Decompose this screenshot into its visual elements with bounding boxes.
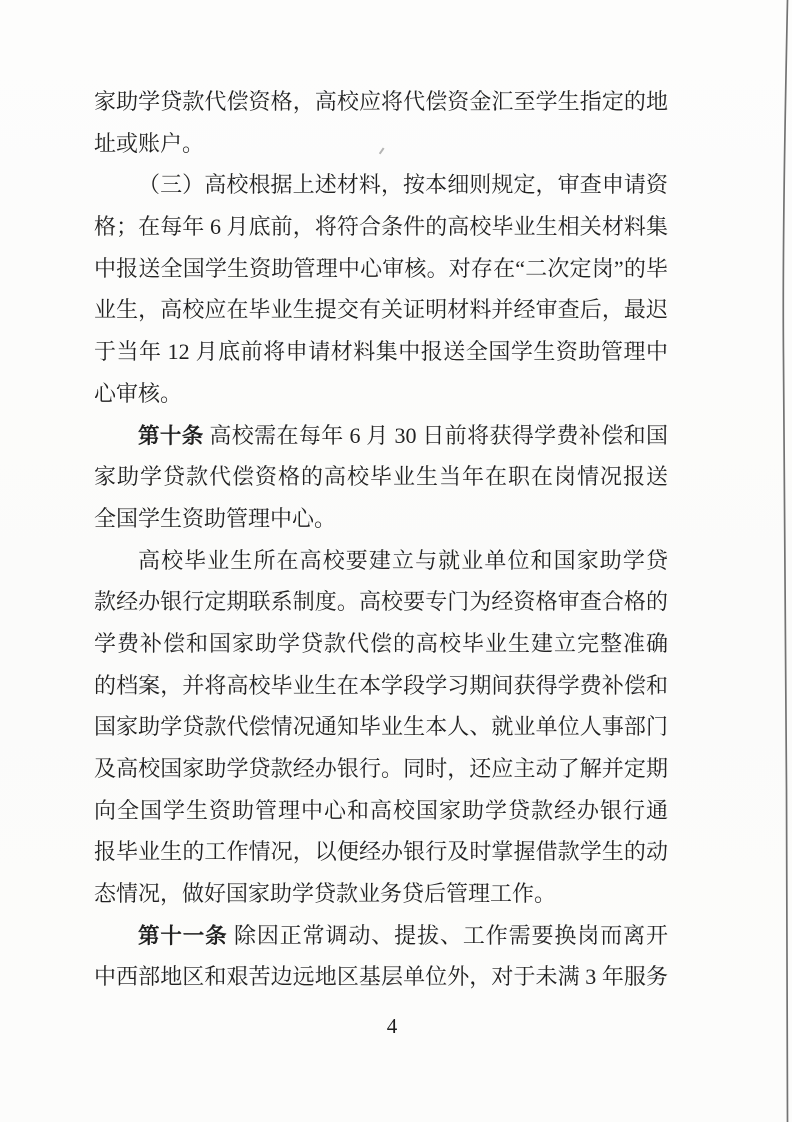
text-line: [94, 790, 668, 832]
body-text: 学费补偿和国家助学贷款代偿的高校毕业生建立完整准确: [94, 630, 668, 656]
body-text: 款经办银行定期联系制度。高校要专门为经资格审查合格的: [94, 589, 668, 615]
body-text: 心审核。: [94, 380, 183, 406]
scan-edge-path: [783, 0, 787, 1122]
body-text: 格；在每年 6 月底前，将符合条件的高校毕业生相关材料集: [94, 214, 668, 240]
text-line: [94, 540, 668, 582]
body-text: 家助学贷款代偿资格，高校应将代偿资金汇至学生指定的地: [94, 89, 668, 114]
text-line: [94, 498, 668, 540]
text-line: [94, 164, 668, 206]
text-line: [94, 623, 668, 665]
section-heading: 第十条: [138, 423, 204, 448]
text-line: [94, 956, 668, 998]
body-text: 全国学生资助管理中心。: [94, 505, 337, 531]
body-text: 国家助学贷款代偿情况通知毕业生本人、就业单位人事部门: [94, 714, 668, 740]
body-text: 报毕业生的工作情况，以便经办银行及时掌握借款学生的动: [94, 839, 668, 865]
text-line: [94, 206, 668, 248]
body-text: 高校毕业生所在高校要建立与就业单位和国家助学贷: [138, 547, 668, 573]
text-line: [94, 748, 668, 790]
body-text: 业生，高校应在毕业生提交有关证明材料并经审查后，最迟: [94, 297, 668, 323]
text-line: [94, 123, 668, 165]
body-text: 址或账户。: [94, 130, 205, 156]
body-text: （三）高校根据上述材料，按本细则规定，审查申请资: [138, 172, 668, 198]
page-number: 4: [386, 1014, 398, 1038]
text-line: [94, 831, 668, 873]
text-line: [94, 415, 668, 457]
text-line: [94, 373, 668, 415]
text-line: [94, 289, 668, 331]
text-line: [94, 915, 668, 957]
text-line: [94, 81, 668, 123]
body-text: 于当年 12 月底前将申请材料集中报送全国学生资助管理中: [94, 339, 668, 365]
body-text: 高校需在每年 6 月 30 日前将获得学费补偿和国: [203, 422, 668, 448]
body-text: 向全国学生资助管理中心和高校国家助学贷款经办银行通: [94, 797, 668, 823]
text-line: [94, 665, 668, 707]
body-text: 的档案，并将高校毕业生在本学段学习期间获得学费补偿和: [94, 672, 668, 698]
body-text: 中报送全国学生资助管理中心审核。对存在“二次定岗”的毕: [94, 255, 668, 281]
text-line: [94, 873, 668, 915]
text-line: [94, 581, 668, 623]
document-body: [94, 81, 668, 998]
text-line: [94, 706, 668, 748]
text-line: [94, 456, 668, 498]
text-line: [94, 248, 668, 290]
section-heading: 第十一条: [138, 923, 228, 948]
text-line: [94, 331, 668, 373]
body-text: 态情况，做好国家助学贷款业务贷后管理工作。: [94, 881, 557, 907]
body-text: 及高校国家助学贷款经办银行。同时，还应主动了解并定期: [94, 756, 668, 781]
body-text: 中西部地区和艰苦边远地区基层单位外，对于未满 3 年服务: [94, 964, 668, 990]
body-text: 家助学贷款代偿资格的高校毕业生当年在职在岗情况报送: [94, 464, 668, 490]
body-text: 除因正常调动、提拔、工作需要换岗而离开: [227, 922, 668, 948]
